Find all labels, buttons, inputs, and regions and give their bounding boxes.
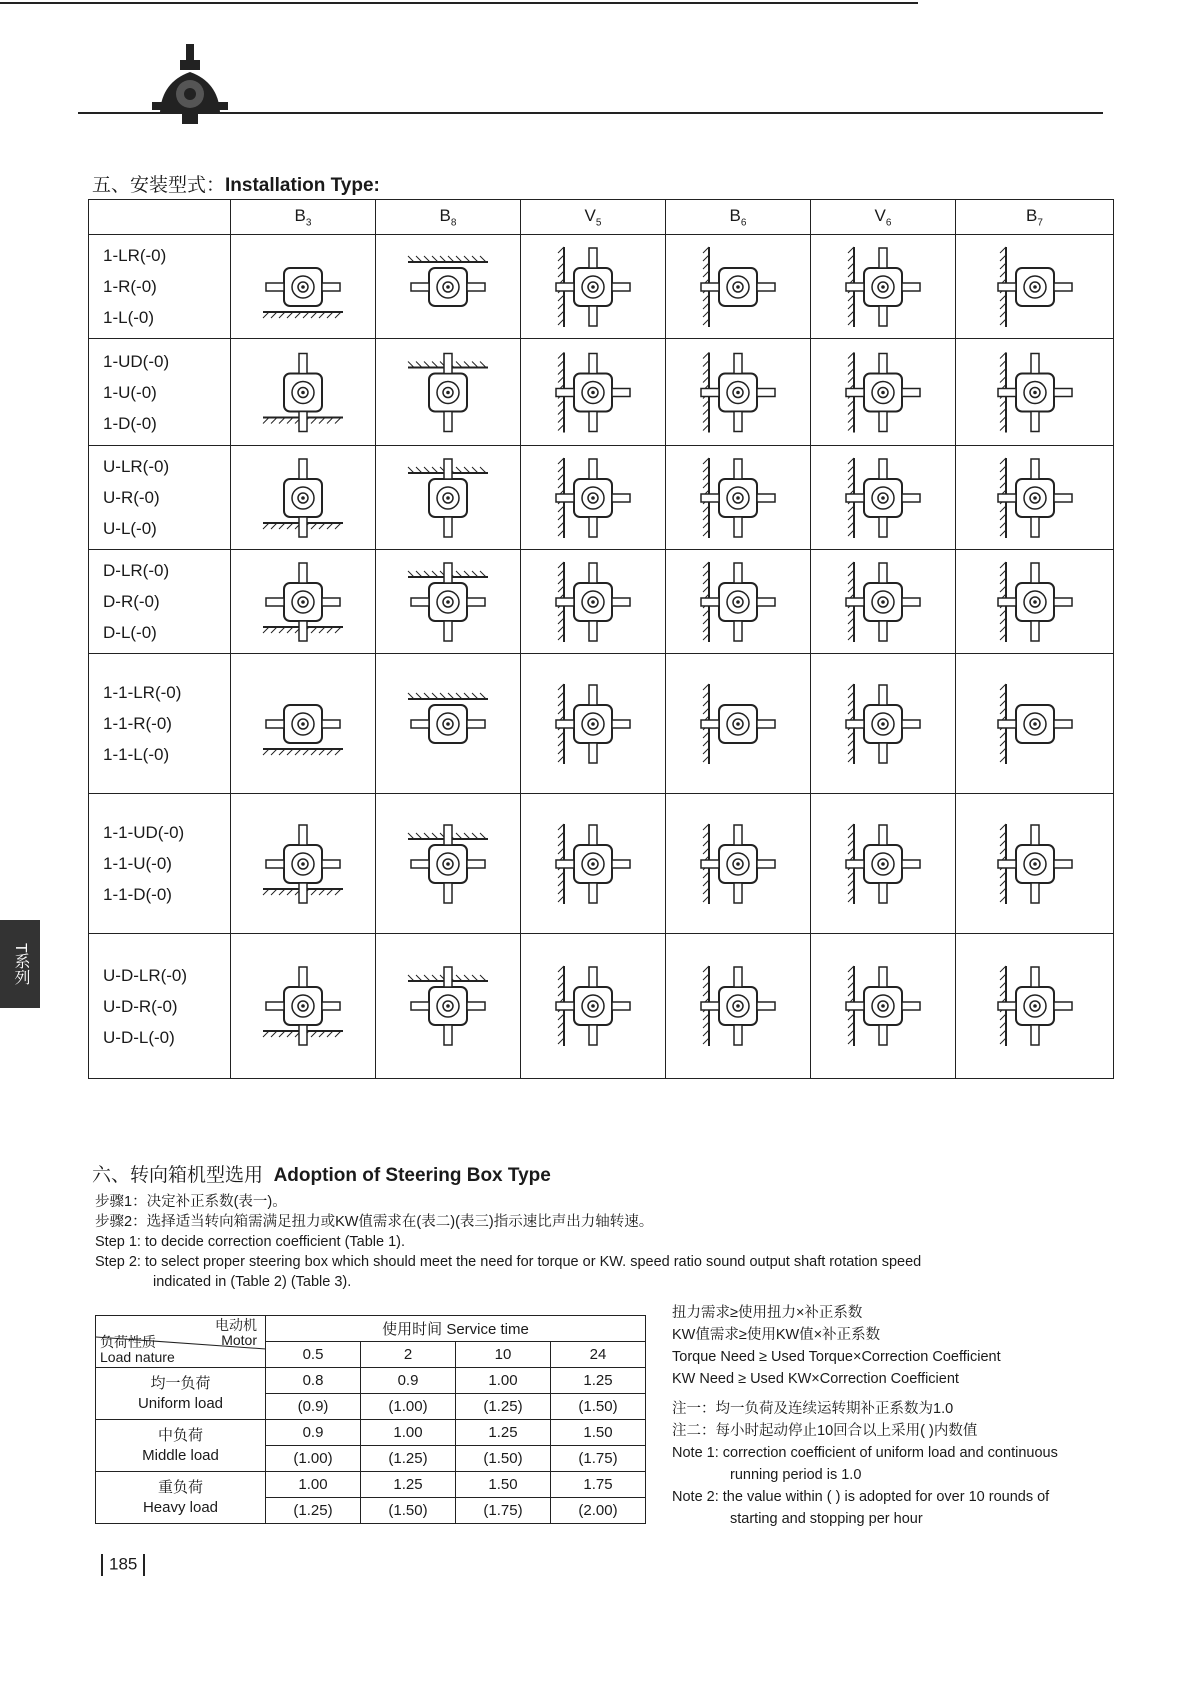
mounting-code: U-D-R(-0) (103, 996, 178, 1016)
mounting-code: U-L(-0) (103, 519, 157, 538)
gearbox-mounting-icon (823, 555, 943, 649)
coefficient-cell: 0.9 (361, 1368, 456, 1394)
page-number (95, 1554, 151, 1576)
mounting-diagram-cell (376, 794, 521, 934)
gearbox-mounting-icon (975, 451, 1095, 545)
coefficient-cell: 1.00 (456, 1368, 551, 1394)
gearbox-mounting-icon (823, 946, 943, 1066)
mounting-code: 1-L(-0) (103, 308, 155, 327)
header-rule (78, 112, 1103, 114)
selection-steps (95, 1192, 1105, 1292)
installation-type-heading (92, 170, 380, 197)
mounting-code: 1-1-D(-0) (103, 885, 172, 904)
mounting-code: 1-1-UD(-0) (103, 823, 185, 842)
mounting-code: U-R(-0) (103, 488, 160, 507)
note2-en-continued: starting and stopping per hour (730, 1511, 923, 1527)
gearbox-mounting-icon (823, 804, 943, 924)
top-border-line (0, 2, 918, 4)
coefficient-paren-cell: (1.75) (456, 1498, 551, 1524)
gearbox-mounting-icon (388, 555, 508, 649)
gearbox-mounting-icon (975, 946, 1095, 1066)
mounting-diagram-cell (521, 794, 666, 934)
installation-header-row (89, 200, 1114, 235)
installation-corner-cell (89, 200, 231, 235)
gearbox-mounting-icon (243, 664, 363, 784)
corner-motor-cn: 电动机 (215, 1316, 257, 1333)
coefficient-paren-cell: (0.9) (266, 1394, 361, 1420)
coefficient-paren-cell: (1.50) (551, 1394, 646, 1420)
note2-cn: 注二：每小时起动停止10回合以上采用( )内数值 (672, 1423, 978, 1439)
mounting-diagram-cell (231, 550, 376, 654)
installation-type-table (88, 199, 1114, 1079)
column-header: $B_8$ (376, 200, 521, 235)
adoption-heading-cn: 六、转向箱机型选用 (92, 1165, 264, 1186)
mounting-diagram-cell (666, 446, 811, 550)
gearbox-mounting-icon (533, 344, 653, 441)
coefficient-cell: 1.25 (456, 1420, 551, 1446)
coefficient-paren-cell: (1.50) (456, 1446, 551, 1472)
corner-load-cn: 负荷性质 (100, 1333, 156, 1350)
mounting-diagram-cell (956, 550, 1114, 654)
gearbox-mounting-icon (243, 344, 363, 441)
torque-formula-cn: 扭力需求≥使用扭力×补正系数 (672, 1305, 863, 1321)
coefficient-paren-cell: (1.00) (361, 1394, 456, 1420)
mounting-diagram-cell (521, 550, 666, 654)
mounting-diagram-cell (231, 235, 376, 339)
mounting-code: 1-1-U(-0) (103, 854, 172, 873)
mounting-code: 1-U(-0) (103, 382, 157, 402)
gearbox-mounting-icon (388, 664, 508, 784)
hours-cell: 24 (551, 1342, 646, 1368)
gearbox-mounting-icon (823, 451, 943, 545)
column-header: $B_7$ (956, 200, 1114, 235)
adoption-heading (92, 1160, 551, 1187)
hours-cell: 2 (361, 1342, 456, 1368)
kw-formula-cn: KW值需求≥使用KW值×补正系数 (672, 1327, 881, 1343)
corner-motor-en: Motor (221, 1331, 257, 1348)
installation-row (89, 550, 1114, 654)
installation-row (89, 339, 1114, 446)
installation-row (89, 654, 1114, 794)
mounting-diagram-cell (666, 794, 811, 934)
hours-cell: 0.5 (266, 1342, 361, 1368)
gearbox-mounting-icon (388, 344, 508, 441)
coefficient-cell: 1.00 (361, 1420, 456, 1446)
coefficient-paren-cell: (1.50) (361, 1498, 456, 1524)
gearbox-mounting-icon (388, 804, 508, 924)
gearbox-mounting-icon (533, 240, 653, 334)
mounting-diagram-cell (811, 550, 956, 654)
mounting-code-cell (89, 235, 231, 339)
installation-row (89, 446, 1114, 550)
mounting-code: D-LR(-0) (103, 561, 170, 580)
gearbox-mounting-icon (678, 344, 798, 441)
page-number-text: 185 (109, 1554, 138, 1574)
mounting-code: 1-1-LR(-0) (103, 683, 182, 702)
mounting-diagram-cell (666, 550, 811, 654)
mounting-diagram-cell (521, 654, 666, 794)
gearbox-mounting-icon (533, 946, 653, 1066)
gearbox-mounting-icon (678, 804, 798, 924)
mounting-diagram-cell (811, 794, 956, 934)
gearbox-mounting-icon (823, 664, 943, 784)
mounting-diagram-cell (956, 934, 1114, 1079)
mounting-code: U-LR(-0) (103, 457, 170, 476)
series-side-tab (0, 920, 40, 1008)
gearbox-mounting-icon (975, 664, 1095, 784)
gearbox-logo-icon (150, 42, 230, 126)
mounting-code: 1-D(-0) (103, 413, 157, 433)
column-header: $B_6$ (666, 200, 811, 235)
step2-en-continued: indicated in (Table 2) (Table 3). (153, 1274, 352, 1290)
mounting-code-cell (89, 794, 231, 934)
gearbox-mounting-icon (975, 240, 1095, 334)
coefficient-cell: 1.00 (266, 1472, 361, 1498)
mounting-code: 1-R(-0) (103, 277, 157, 296)
coefficient-paren-cell: (2.00) (551, 1498, 646, 1524)
mounting-diagram-cell (811, 339, 956, 446)
note1-en: Note 1: correction coefficient of uniform load and continuous (672, 1445, 1058, 1461)
gearbox-mounting-icon (975, 555, 1095, 649)
mounting-code: D-R(-0) (103, 592, 160, 611)
coefficient-notes (672, 1302, 1132, 1530)
installation-heading-cn: 五、安装型式： (92, 175, 226, 196)
gearbox-mounting-icon (243, 804, 363, 924)
coefficient-paren-cell: (1.25) (266, 1498, 361, 1524)
mounting-diagram-cell (521, 339, 666, 446)
mounting-diagram-cell (521, 235, 666, 339)
gearbox-mounting-icon (243, 946, 363, 1066)
coefficient-cell: 0.9 (266, 1420, 361, 1446)
coefficient-cell: 1.50 (551, 1420, 646, 1446)
mounting-diagram-cell (666, 934, 811, 1079)
mounting-code: U-D-L(-0) (103, 1027, 175, 1047)
gearbox-mounting-icon (533, 555, 653, 649)
mounting-diagram-cell (811, 235, 956, 339)
load-table-corner (96, 1316, 266, 1368)
gearbox-mounting-icon (678, 664, 798, 784)
series-side-tab-label: T系列 (12, 943, 29, 985)
coefficient-paren-cell: (1.75) (551, 1446, 646, 1472)
mounting-code: 1-1-L(-0) (103, 745, 170, 764)
mounting-diagram-cell (376, 446, 521, 550)
mounting-diagram-cell (521, 446, 666, 550)
gearbox-mounting-icon (533, 451, 653, 545)
adoption-heading-en: Adoption of Steering Box Type (273, 1165, 551, 1186)
installation-row (89, 235, 1114, 339)
installation-row (89, 934, 1114, 1079)
mounting-diagram-cell (376, 550, 521, 654)
load-type-cell: 均一负荷 Uniform load (96, 1368, 266, 1420)
mounting-code: 1-UD(-0) (103, 351, 170, 371)
mounting-diagram-cell (376, 654, 521, 794)
load-type-cell: 重负荷 Heavy load (96, 1472, 266, 1524)
torque-formula-en: Torque Need ≥ Used Torque×Correction Coefficient (672, 1349, 1001, 1365)
hours-cell: 10 (456, 1342, 551, 1368)
coefficient-cell: 1.75 (551, 1472, 646, 1498)
gearbox-mounting-icon (823, 344, 943, 441)
mounting-code: D-L(-0) (103, 623, 157, 642)
mounting-diagram-cell (376, 235, 521, 339)
coefficient-paren-cell: (1.25) (361, 1446, 456, 1472)
gearbox-mounting-icon (243, 240, 363, 334)
mounting-diagram-cell (666, 654, 811, 794)
gearbox-mounting-icon (388, 451, 508, 545)
column-header: $V_5$ (521, 200, 666, 235)
gearbox-mounting-icon (388, 946, 508, 1066)
mounting-diagram-cell (521, 934, 666, 1079)
installation-row (89, 794, 1114, 934)
mounting-diagram-cell (956, 446, 1114, 550)
mounting-code: 1-1-R(-0) (103, 714, 172, 733)
note2-en: Note 2: the value within ( ) is adopted for over 10 rounds of (672, 1489, 1050, 1505)
mounting-code-cell (89, 934, 231, 1079)
mounting-diagram-cell (956, 235, 1114, 339)
mounting-diagram-cell (956, 654, 1114, 794)
gearbox-mounting-icon (678, 451, 798, 545)
mounting-code-cell (89, 654, 231, 794)
note1-en-continued: running period is 1.0 (730, 1467, 862, 1483)
mounting-diagram-cell (811, 654, 956, 794)
gearbox-mounting-icon (678, 555, 798, 649)
gearbox-mounting-icon (678, 946, 798, 1066)
coefficient-cell: 1.50 (456, 1472, 551, 1498)
gearbox-mounting-icon (388, 240, 508, 334)
gearbox-mounting-icon (975, 344, 1095, 441)
mounting-diagram-cell (956, 339, 1114, 446)
gearbox-mounting-icon (243, 451, 363, 545)
correction-coefficient-table (95, 1315, 646, 1524)
corner-load-en: Load nature (100, 1348, 175, 1365)
column-header: $V_6$ (811, 200, 956, 235)
mounting-diagram-cell (956, 794, 1114, 934)
load-type-cell: 中负荷 Middle load (96, 1420, 266, 1472)
mounting-diagram-cell (231, 446, 376, 550)
mounting-diagram-cell (231, 654, 376, 794)
mounting-diagram-cell (811, 446, 956, 550)
mounting-diagram-cell (376, 339, 521, 446)
mounting-code: U-D-LR(-0) (103, 965, 188, 985)
service-time-header: 使用时间 Service time (266, 1316, 646, 1342)
note1-cn: 注一：均一负荷及连续运转期补正系数为1.0 (672, 1401, 954, 1417)
mounting-code-cell (89, 339, 231, 446)
mounting-diagram-cell (666, 235, 811, 339)
gearbox-mounting-icon (975, 804, 1095, 924)
kw-formula-en: KW Need ≥ Used KW×Correction Coefficient (672, 1371, 959, 1387)
gearbox-mounting-icon (533, 664, 653, 784)
gearbox-mounting-icon (533, 804, 653, 924)
gearbox-mounting-icon (678, 240, 798, 334)
coefficient-paren-cell: (1.25) (456, 1394, 551, 1420)
mounting-code-cell (89, 550, 231, 654)
gearbox-mounting-icon (243, 555, 363, 649)
gearbox-mounting-icon (823, 240, 943, 334)
step1-cn: 步骤1：决定补正系数(表一)。 (95, 1194, 287, 1210)
coefficient-cell: 0.8 (266, 1368, 361, 1394)
mounting-diagram-cell (231, 339, 376, 446)
mounting-diagram-cell (231, 794, 376, 934)
coefficient-paren-cell: (1.00) (266, 1446, 361, 1472)
mounting-diagram-cell (231, 934, 376, 1079)
step1-en: Step 1: to decide correction coefficient (Table 1). (95, 1234, 406, 1250)
step2-cn: 步骤2：选择适当转向箱需满足扭力或KW值需求在(表二)(表三)指示速比声出力轴转速。 (95, 1214, 654, 1230)
column-header: $B_3$ (231, 200, 376, 235)
mounting-code-cell (89, 446, 231, 550)
step2-en: Step 2: to select proper steering box which should meet the need for torque or KW. speed ratio sound output shaft rotation speed (95, 1254, 922, 1270)
coefficient-cell: 1.25 (551, 1368, 646, 1394)
installation-heading-en: Installation Type: (225, 175, 380, 196)
mounting-diagram-cell (376, 934, 521, 1079)
mounting-code: 1-LR(-0) (103, 246, 167, 265)
coefficient-cell: 1.25 (361, 1472, 456, 1498)
mounting-diagram-cell (666, 339, 811, 446)
mounting-diagram-cell (811, 934, 956, 1079)
